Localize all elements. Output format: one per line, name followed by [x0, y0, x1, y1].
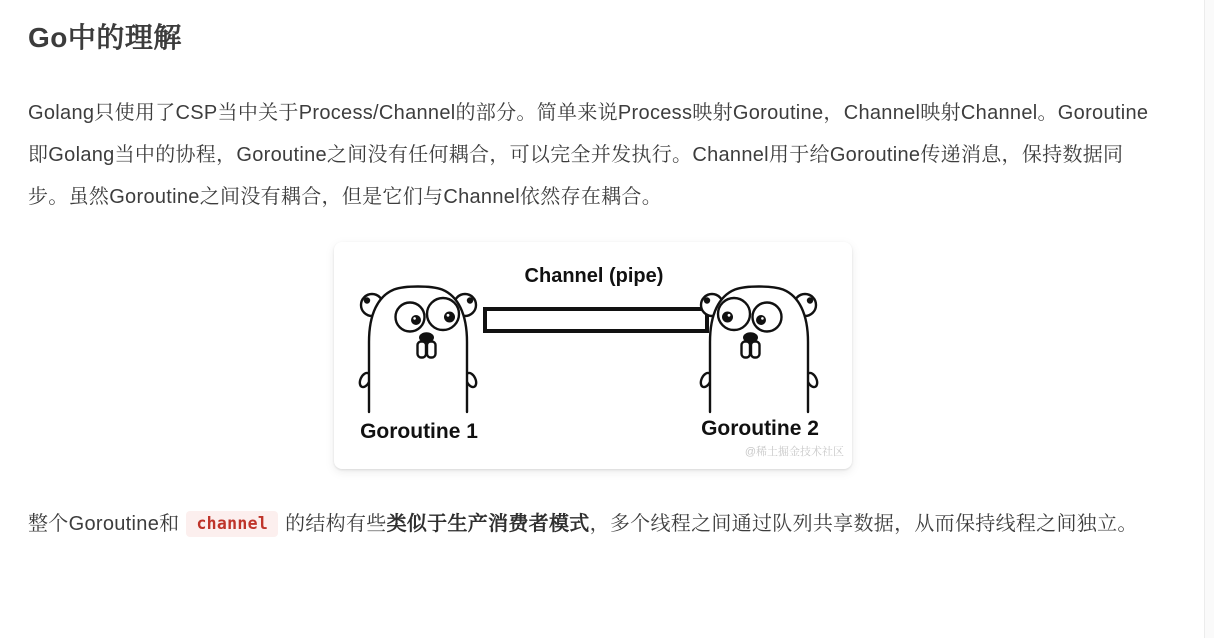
paragraph-producer-consumer	[28, 503, 1158, 545]
paragraph2-bold-run: 类似于生产消费者模式	[386, 513, 590, 535]
channel-pipe-shape	[485, 309, 707, 331]
diagram-svg	[334, 242, 852, 469]
paragraph2-text-start: 整个Goroutine和	[28, 513, 180, 535]
goroutine-2-label: Goroutine 2	[701, 417, 819, 440]
section-heading: Go中的理解	[28, 22, 182, 53]
scrollbar-gutter[interactable]	[1204, 0, 1214, 638]
juejin-watermark: @稀土掘金技术社区	[744, 446, 844, 458]
channel-pipe-caption: Channel (pipe)	[524, 265, 664, 287]
paragraph2-text-mid: 的结构有些	[285, 513, 387, 535]
channel-inline-code: channel	[186, 511, 278, 537]
gopher-left	[358, 287, 478, 413]
goroutine-1-label: Goroutine 1	[360, 420, 478, 443]
paragraph2-text-end: ，多个线程之间通过队列共享数据，从而保持线程之间独立。	[589, 513, 1138, 535]
gopher-right	[699, 287, 819, 413]
paragraph-csp-explanation: Golang只使用了CSP当中关于Process/Channel的部分。简单来说Process映射Goroutine，Channel映射Channel。Goroutine即Golang当中的协程，Goroutine之间没有任何耦合，可以完全并发执行。Channel用于给Goroutine传递消息，保持数据同步。虽然Goroutine之间没有耦合，但是它们与Channel依然存在耦合。	[28, 102, 1149, 208]
goroutine-channel-diagram-image[interactable]	[334, 242, 852, 469]
